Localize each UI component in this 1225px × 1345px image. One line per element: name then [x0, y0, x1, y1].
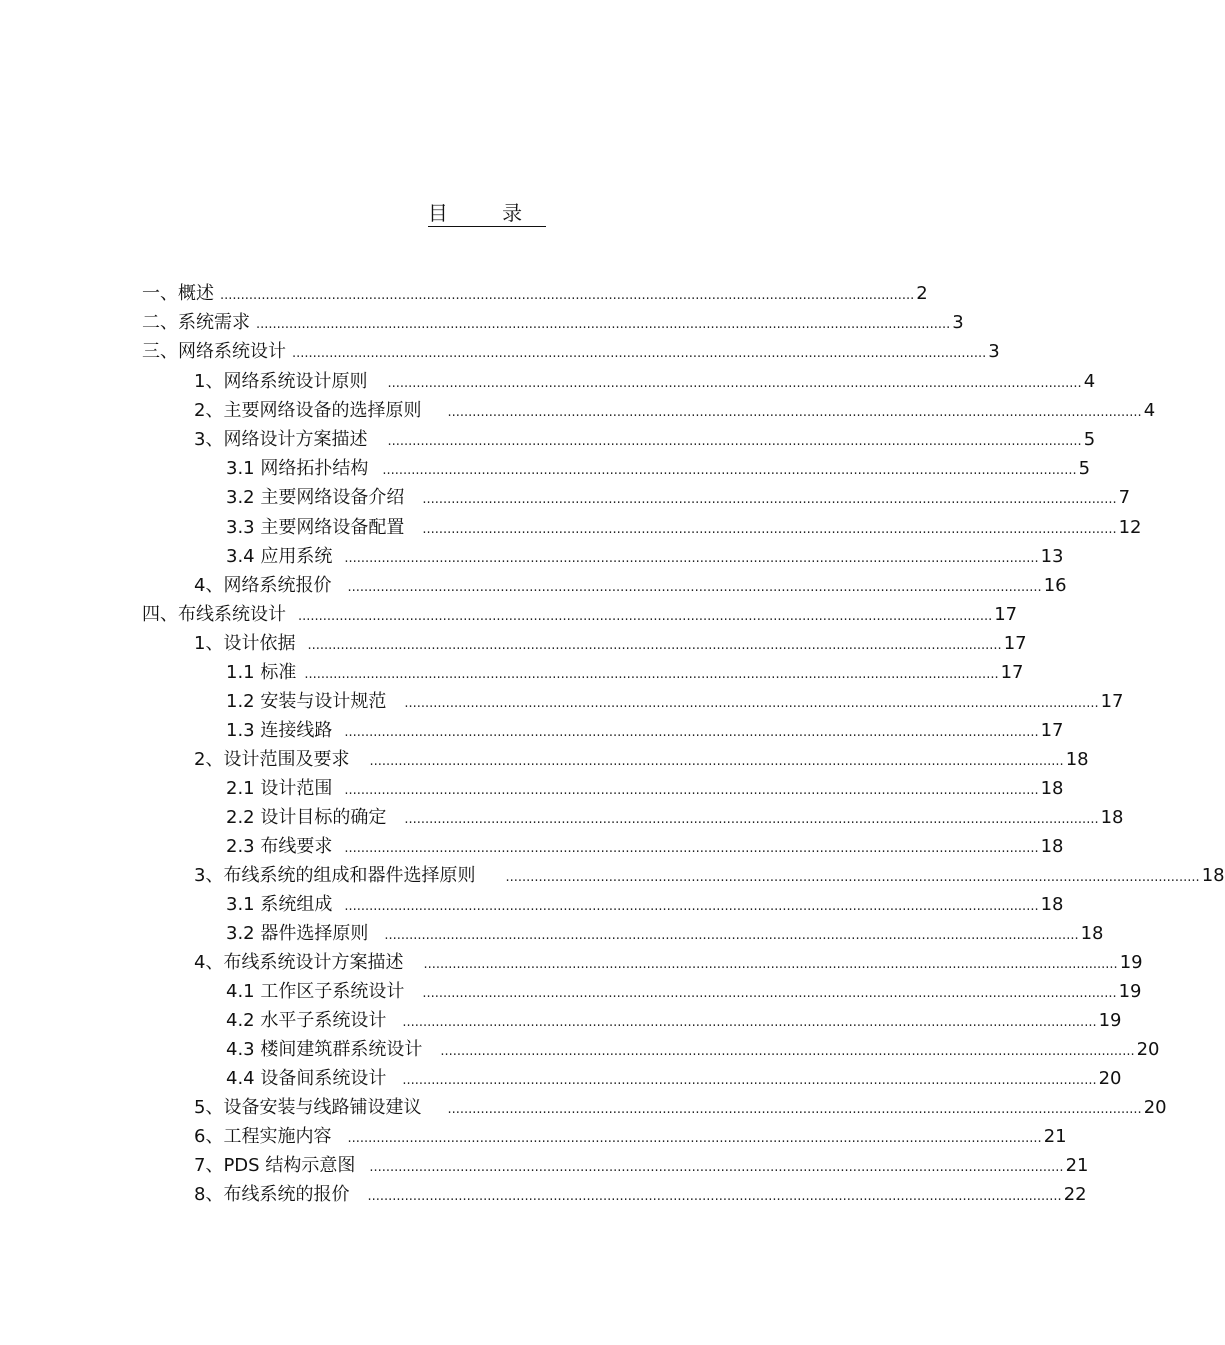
toc-entry-page: 2 — [916, 283, 928, 304]
toc-entry-page: 21 — [1065, 1155, 1089, 1176]
toc-entry-page: 18 — [1080, 923, 1104, 944]
toc-entry-label: 1、网络系统设计原则 — [194, 371, 368, 392]
dot-leader: ........................................................................................................................................................................ — [422, 522, 1117, 537]
toc-entry-page: 3 — [988, 341, 1000, 362]
toc-entry[interactable] — [194, 747, 1089, 773]
dot-leader: ........................................................................................................................................................................ — [447, 405, 1142, 420]
toc-entry-page: 17 — [1000, 662, 1024, 683]
dot-leader: ........................................................................................................................................................................ — [423, 957, 1118, 972]
toc-entry-label: 3.2 主要网络设备介绍 — [226, 487, 405, 508]
toc-entry-page: 18 — [1201, 865, 1225, 886]
toc-entry-label: 2.2 设计目标的确定 — [226, 807, 387, 828]
toc-entry-page: 12 — [1118, 517, 1142, 538]
toc-entry[interactable] — [194, 369, 1096, 395]
toc-entry-label: 1.3 连接线路 — [226, 720, 333, 741]
toc-entry-page: 18 — [1040, 894, 1064, 915]
toc-entry-label: 3.2 器件选择原则 — [226, 923, 369, 944]
dot-leader: ........................................................................................................................................................................ — [422, 986, 1117, 1001]
toc-entry-page: 7 — [1118, 487, 1131, 508]
toc-entry[interactable] — [142, 339, 1000, 365]
dot-leader: ........................................................................................................................................................................ — [344, 899, 1039, 914]
toc-entry-label: 4.4 设备间系统设计 — [226, 1068, 387, 1089]
toc-entry[interactable] — [142, 281, 928, 307]
toc-entry-label: 1.2 安装与设计规范 — [226, 691, 387, 712]
toc-entry[interactable] — [226, 689, 1124, 715]
toc-entry-label: 3、布线系统的组成和器件选择原则 — [194, 865, 476, 886]
toc-entry[interactable] — [226, 834, 1064, 860]
dot-leader: ........................................................................................................................................................................ — [387, 376, 1082, 391]
toc-entry[interactable] — [226, 544, 1064, 570]
dot-leader: ........................................................................................................................................................................ — [402, 1073, 1097, 1088]
dot-leader: ........................................................................................................................................................................ — [344, 551, 1039, 566]
toc-entry-page: 4 — [1143, 400, 1156, 421]
toc-entry-label: 二、系统需求 — [142, 312, 250, 333]
dot-leader: ........................................................................................................................................................................ — [220, 288, 915, 303]
toc-entry[interactable] — [226, 892, 1064, 918]
toc-entry[interactable] — [194, 950, 1143, 976]
toc-entry[interactable] — [194, 863, 1225, 889]
toc-entry[interactable] — [194, 398, 1156, 424]
toc-entry-label: 2.1 设计范围 — [226, 778, 333, 799]
toc-entry-page: 20 — [1098, 1068, 1122, 1089]
toc-entry-page: 19 — [1098, 1010, 1122, 1031]
dot-leader: ........................................................................................................................................................................ — [307, 638, 1002, 653]
dot-leader: ........................................................................................................................................................................ — [382, 463, 1077, 478]
toc-entry-label: 2、主要网络设备的选择原则 — [194, 400, 422, 421]
dot-leader: ........................................................................................................................................................................ — [347, 1131, 1042, 1146]
toc-entry[interactable] — [194, 573, 1067, 599]
dot-leader: ........................................................................................................................................................................ — [344, 725, 1039, 740]
toc-entry-label: 3.4 应用系统 — [226, 546, 333, 567]
toc-entry-label: 一、概述 — [142, 283, 214, 304]
toc-entry[interactable] — [142, 310, 964, 336]
toc-entry-page: 19 — [1118, 981, 1142, 1002]
toc-entry-page: 19 — [1119, 952, 1143, 973]
toc-entry[interactable] — [226, 921, 1104, 947]
toc-entry[interactable] — [226, 718, 1064, 744]
toc-entry-page: 20 — [1136, 1039, 1160, 1060]
toc-entry-page: 13 — [1040, 546, 1064, 567]
toc-entry-label: 3.3 主要网络设备配置 — [226, 517, 405, 538]
toc-entry-label: 四、布线系统设计 — [142, 604, 286, 625]
toc-entry-label: 1、设计依据 — [194, 633, 296, 654]
toc-entry-page: 3 — [952, 312, 964, 333]
toc-entry[interactable] — [226, 1037, 1160, 1063]
toc-entry-page: 17 — [1003, 633, 1027, 654]
toc-entry[interactable] — [226, 485, 1131, 511]
toc-entry-label: 4、网络系统报价 — [194, 575, 332, 596]
dot-leader: ........................................................................................................................................................................ — [347, 580, 1042, 595]
toc-entry[interactable] — [226, 979, 1142, 1005]
dot-leader: ........................................................................................................................................................................ — [298, 609, 993, 624]
dot-leader: ........................................................................................................................................................................ — [304, 667, 999, 682]
toc-entry-page: 18 — [1065, 749, 1089, 770]
toc-entry-page: 18 — [1040, 778, 1064, 799]
toc-entry-label: 3、网络设计方案描述 — [194, 429, 368, 450]
toc-entry-page: 5 — [1083, 429, 1096, 450]
dot-leader: ........................................................................................................................................................................ — [256, 317, 951, 332]
dot-leader: ........................................................................................................................................................................ — [369, 754, 1064, 769]
dot-leader: ........................................................................................................................................................................ — [367, 1189, 1062, 1204]
toc-entry[interactable] — [226, 776, 1064, 802]
toc-entry-page: 17 — [1040, 720, 1064, 741]
toc-entry-label: 7、PDS 结构示意图 — [194, 1155, 356, 1176]
dot-leader: ........................................................................................................................................................................ — [505, 870, 1200, 885]
toc-entry[interactable] — [226, 660, 1024, 686]
dot-leader: ........................................................................................................................................................................ — [422, 492, 1117, 507]
toc-entry-label: 2.3 布线要求 — [226, 836, 333, 857]
toc-entry-label: 2、设计范围及要求 — [194, 749, 350, 770]
dot-leader: ........................................................................................................................................................................ — [344, 841, 1039, 856]
toc-entry-page: 17 — [994, 604, 1018, 625]
toc-entry[interactable] — [194, 427, 1096, 453]
dot-leader: ........................................................................................................................................................................ — [344, 783, 1039, 798]
toc-entry[interactable] — [194, 1182, 1087, 1208]
toc-entry-label: 4.3 楼间建筑群系统设计 — [226, 1039, 423, 1060]
toc-entry-label: 4.1 工作区子系统设计 — [226, 981, 405, 1002]
toc-entry[interactable] — [226, 456, 1091, 482]
toc-entry-label: 5、设备安装与线路铺设建议 — [194, 1097, 422, 1118]
toc-entry-label: 8、布线系统的报价 — [194, 1184, 350, 1205]
toc-entry-page: 18 — [1100, 807, 1124, 828]
toc-entry-page: 17 — [1100, 691, 1124, 712]
dot-leader: ........................................................................................................................................................................ — [387, 434, 1082, 449]
dot-leader: ........................................................................................................................................................................ — [384, 928, 1079, 943]
toc-entry[interactable] — [226, 805, 1124, 831]
toc-entry-page: 22 — [1063, 1184, 1087, 1205]
toc-entry[interactable] — [142, 602, 1018, 628]
dot-leader: ........................................................................................................................................................................ — [369, 1160, 1064, 1175]
title-text: 目 录 — [427, 201, 547, 225]
toc-entry[interactable] — [194, 1124, 1067, 1150]
toc-entry-page: 21 — [1043, 1126, 1067, 1147]
dot-leader: ........................................................................................................................................................................ — [447, 1102, 1142, 1117]
toc-entry-label: 3.1 系统组成 — [226, 894, 333, 915]
toc-entry[interactable] — [226, 1008, 1122, 1034]
toc-entry-page: 16 — [1043, 575, 1067, 596]
toc-entry-page: 5 — [1078, 458, 1091, 479]
toc-entry[interactable] — [226, 1066, 1122, 1092]
toc-entry[interactable] — [226, 515, 1142, 541]
toc-entry-label: 三、网络系统设计 — [142, 341, 286, 362]
dot-leader: ........................................................................................................................................................................ — [440, 1044, 1135, 1059]
dot-leader: ........................................................................................................................................................................ — [404, 696, 1099, 711]
toc-entry-label: 1.1 标准 — [226, 662, 297, 683]
toc-entry[interactable] — [194, 1153, 1089, 1179]
page-title — [0, 200, 950, 227]
toc-entry-page: 20 — [1143, 1097, 1167, 1118]
toc-entry-label: 4.2 水平子系统设计 — [226, 1010, 387, 1031]
toc-entry-label: 6、工程实施内容 — [194, 1126, 332, 1147]
toc-entry[interactable] — [194, 631, 1027, 657]
toc-entry-page: 4 — [1083, 371, 1096, 392]
dot-leader: ........................................................................................................................................................................ — [404, 812, 1099, 827]
toc-entry[interactable] — [194, 1095, 1167, 1121]
dot-leader: ........................................................................................................................................................................ — [402, 1015, 1097, 1030]
toc-entry-page: 18 — [1040, 836, 1064, 857]
toc-entry-label: 3.1 网络拓扑结构 — [226, 458, 369, 479]
dot-leader: ........................................................................................................................................................................ — [292, 346, 987, 361]
toc-entry-label: 4、布线系统设计方案描述 — [194, 952, 404, 973]
